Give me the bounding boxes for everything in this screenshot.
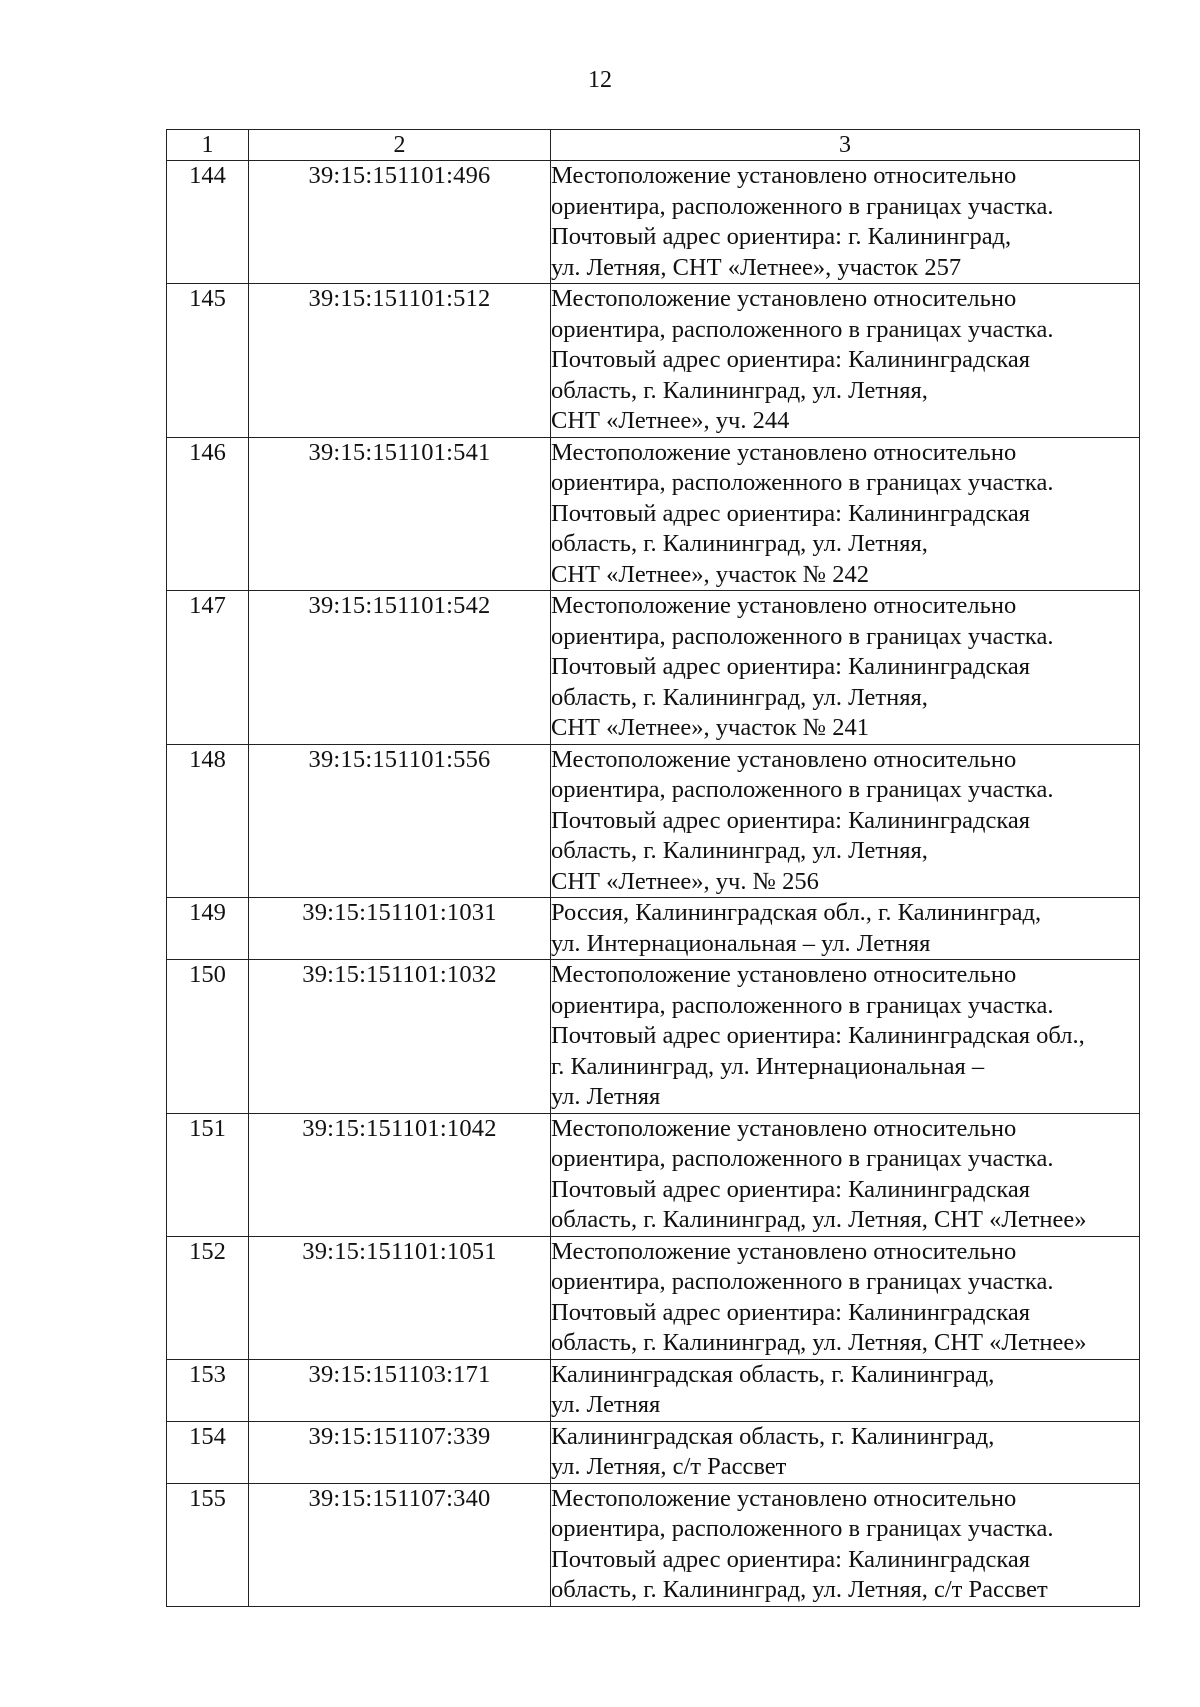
table-row (167, 1113, 1140, 1236)
table-row (167, 161, 1140, 284)
table-row (167, 1483, 1140, 1606)
row-number: 154 (167, 1421, 249, 1483)
plot-address: Калининградская область, г. Калининград, ул. Летняя (551, 1359, 1140, 1421)
cadastral-number: 39:15:151101:541 (249, 437, 551, 591)
cadastral-number: 39:15:151103:171 (249, 1359, 551, 1421)
row-number: 144 (167, 161, 249, 284)
plot-address: Местоположение установлено относительно ориентира, расположенного в границах участка. Почтовый адрес ориентира: Калининградская область, г. Калининград, ул. Летняя, СНТ «Летнее» (551, 1113, 1140, 1236)
column-header-3: 3 (551, 130, 1140, 161)
cadastral-number: 39:15:151101:1042 (249, 1113, 551, 1236)
land-plots-table (166, 129, 1140, 1607)
plot-address: Местоположение установлено относительно ориентира, расположенного в границах участка. Почтовый адрес ориентира: Калининградская обл., г. Калининград, ул. Интернациональная – ул. Летняя (551, 960, 1140, 1114)
cadastral-number: 39:15:151101:1031 (249, 898, 551, 960)
column-header-2: 2 (249, 130, 551, 161)
table-row (167, 744, 1140, 898)
table-row (167, 960, 1140, 1114)
table-row (167, 898, 1140, 960)
row-number: 148 (167, 744, 249, 898)
plot-address: Местоположение установлено относительно ориентира, расположенного в границах участка. Почтовый адрес ориентира: Калининградская область, г. Калининград, ул. Летняя, СНТ «Летнее», уч. № 256 (551, 744, 1140, 898)
row-number: 152 (167, 1236, 249, 1359)
cadastral-number: 39:15:151101:556 (249, 744, 551, 898)
cadastral-number: 39:15:151101:512 (249, 284, 551, 438)
plot-address: Местоположение установлено относительно ориентира, расположенного в границах участка. Почтовый адрес ориентира: Калининградская область, г. Калининград, ул. Летняя, СНТ «Летнее», уч. 244 (551, 284, 1140, 438)
cadastral-number: 39:15:151101:1051 (249, 1236, 551, 1359)
table-row (167, 437, 1140, 591)
table-row (167, 1421, 1140, 1483)
row-number: 153 (167, 1359, 249, 1421)
table-row (167, 1359, 1140, 1421)
row-number: 151 (167, 1113, 249, 1236)
plot-address: Россия, Калининградская обл., г. Калининград, ул. Интернациональная – ул. Летняя (551, 898, 1140, 960)
plot-address: Местоположение установлено относительно ориентира, расположенного в границах участка. Почтовый адрес ориентира: Калининградская область, г. Калининград, ул. Летняя, СНТ «Летнее» (551, 1236, 1140, 1359)
row-number: 146 (167, 437, 249, 591)
column-header-1: 1 (167, 130, 249, 161)
cadastral-number: 39:15:151107:339 (249, 1421, 551, 1483)
cadastral-number: 39:15:151101:1032 (249, 960, 551, 1114)
table-row (167, 591, 1140, 745)
page-number: 12 (588, 67, 612, 93)
row-number: 149 (167, 898, 249, 960)
plot-address: Местоположение установлено относительно ориентира, расположенного в границах участка. Почтовый адрес ориентира: г. Калининград, ул. Летняя, СНТ «Летнее», участок 257 (551, 161, 1140, 284)
row-number: 145 (167, 284, 249, 438)
plot-address: Местоположение установлено относительно ориентира, расположенного в границах участка. Почтовый адрес ориентира: Калининградская область, г. Калининград, ул. Летняя, с/т Рассвет (551, 1483, 1140, 1606)
plot-address: Местоположение установлено относительно ориентира, расположенного в границах участка. Почтовый адрес ориентира: Калининградская область, г. Калининград, ул. Летняя, СНТ «Летнее», участок № 241 (551, 591, 1140, 745)
cadastral-number: 39:15:151101:496 (249, 161, 551, 284)
cadastral-number: 39:15:151101:542 (249, 591, 551, 745)
cadastral-number: 39:15:151107:340 (249, 1483, 551, 1606)
row-number: 150 (167, 960, 249, 1114)
plot-address: Калининградская область, г. Калининград, ул. Летняя, с/т Рассвет (551, 1421, 1140, 1483)
table-row (167, 1236, 1140, 1359)
row-number: 155 (167, 1483, 249, 1606)
plot-address: Местоположение установлено относительно ориентира, расположенного в границах участка. Почтовый адрес ориентира: Калининградская область, г. Калининград, ул. Летняя, СНТ «Летнее», участок № 242 (551, 437, 1140, 591)
row-number: 147 (167, 591, 249, 745)
table-row (167, 284, 1140, 438)
table-header-row (167, 130, 1140, 161)
